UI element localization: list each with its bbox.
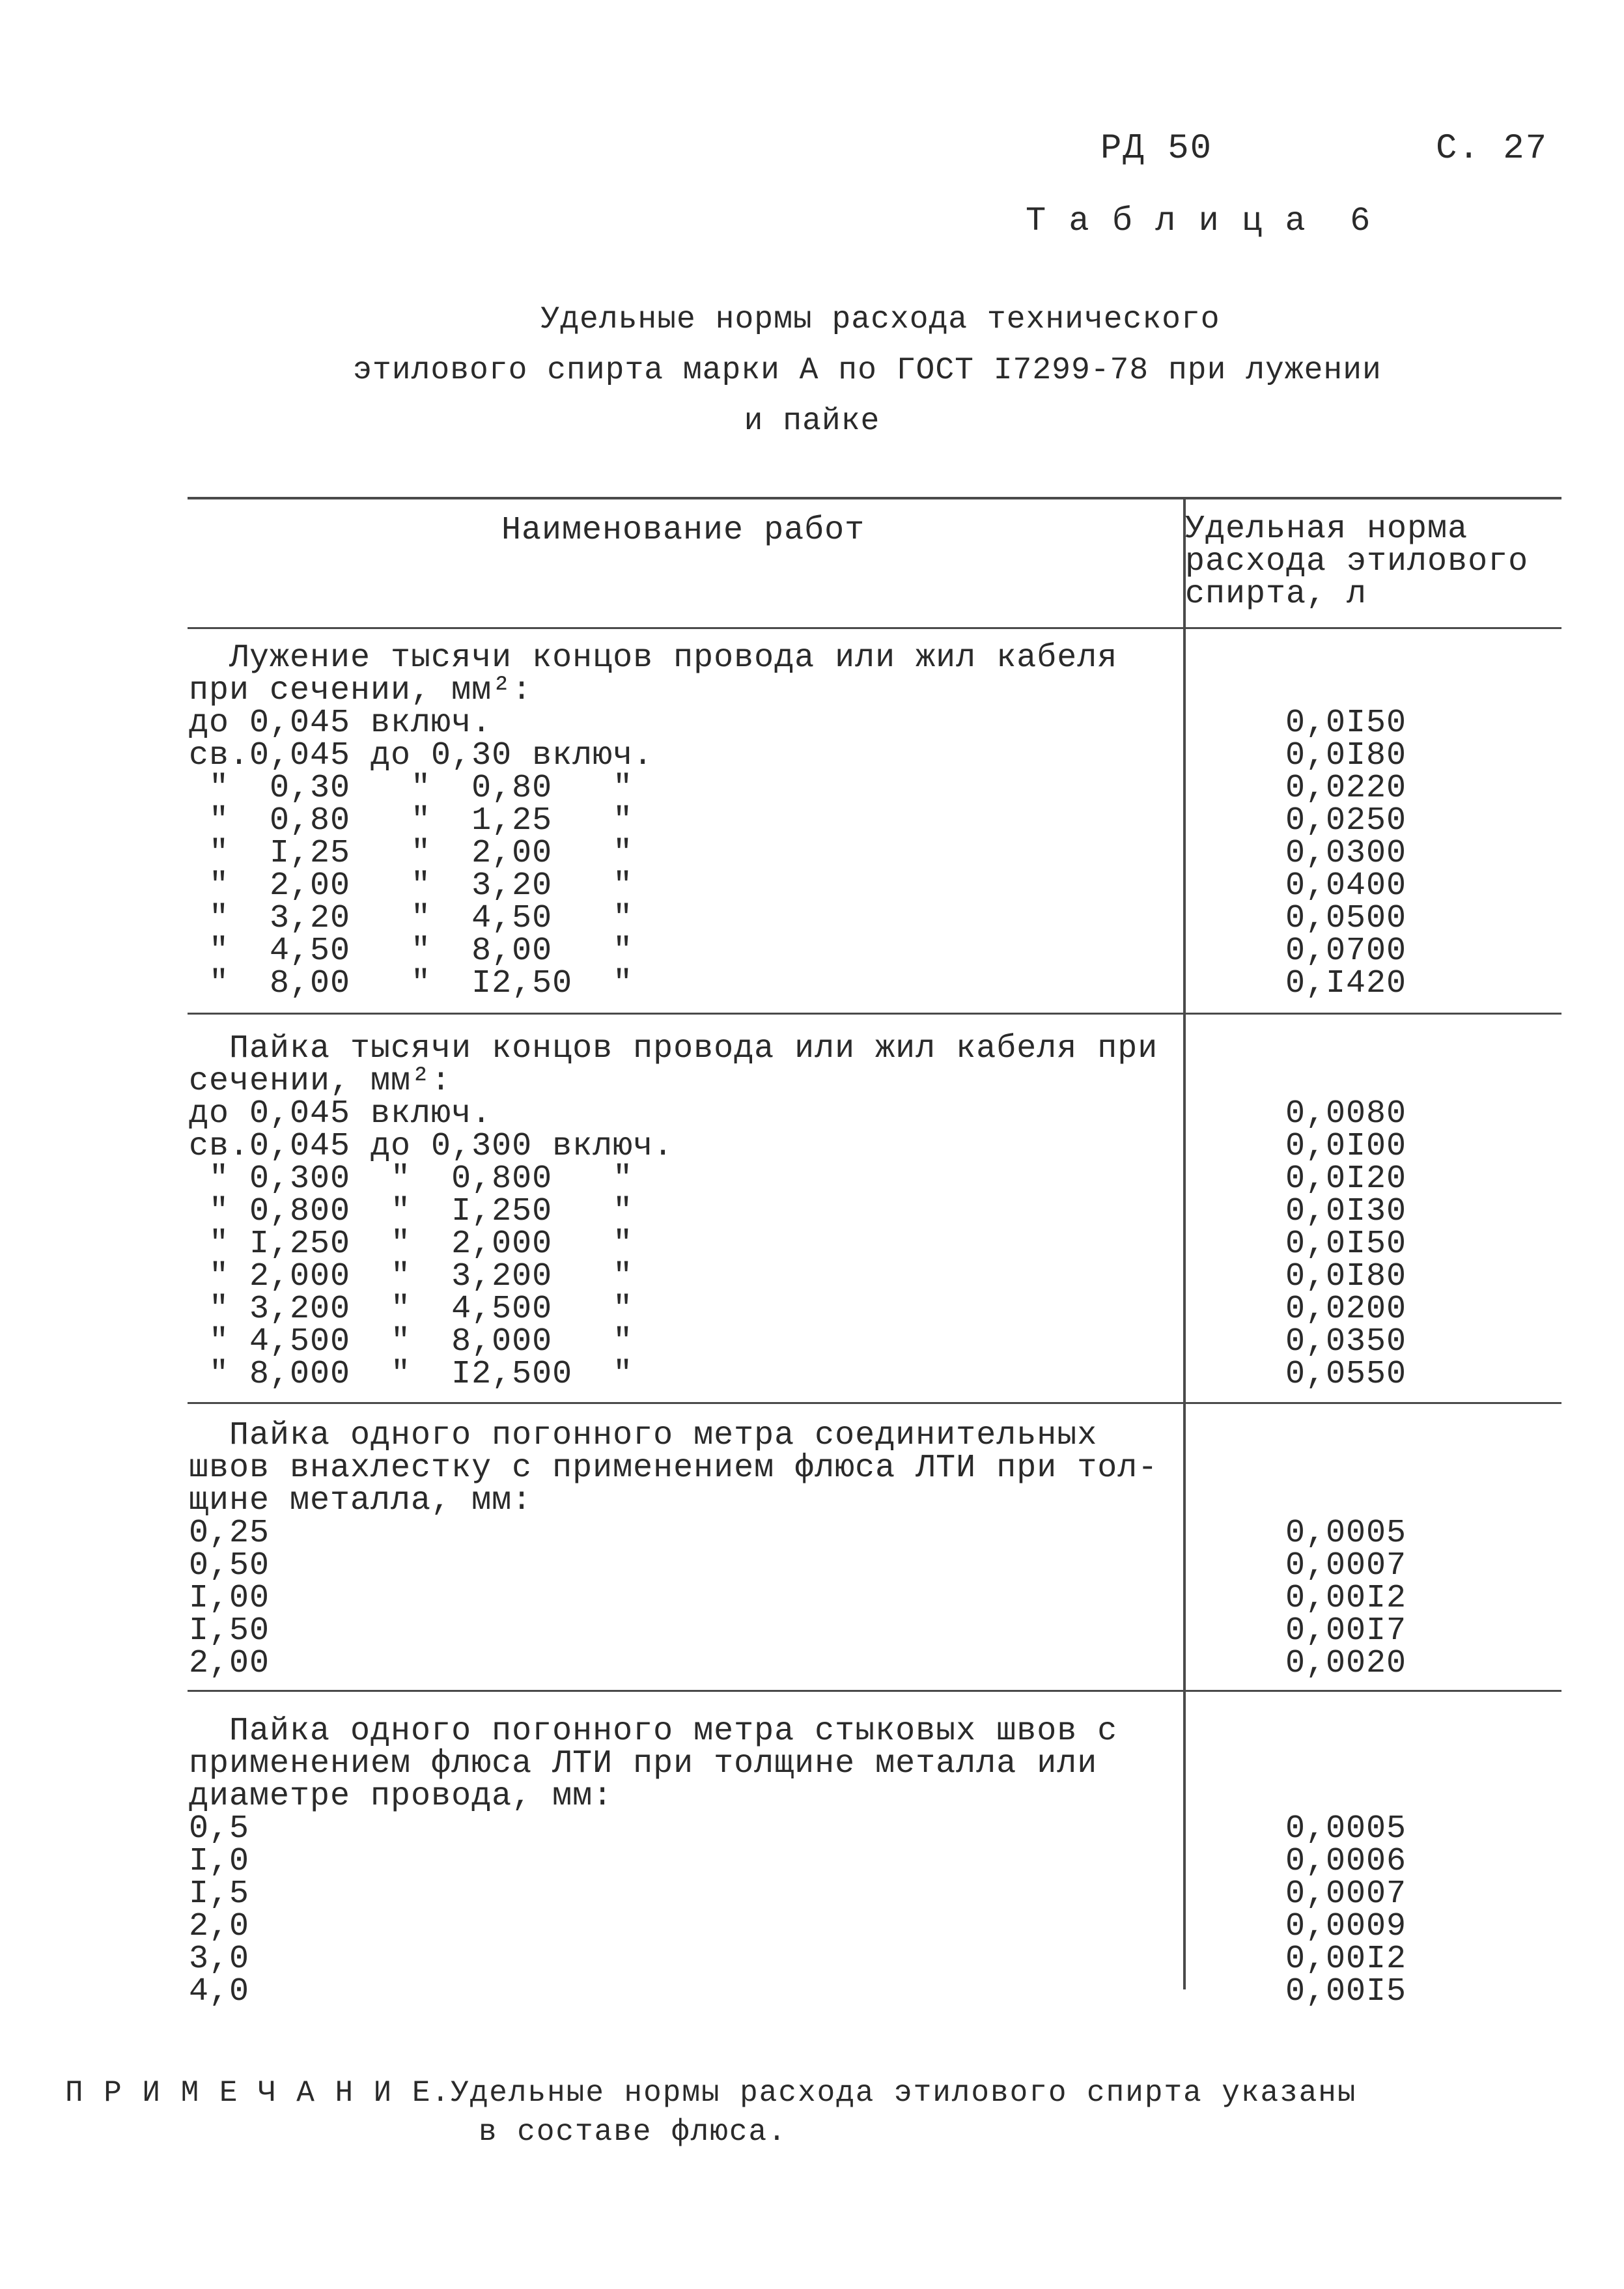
value-cell: 0,I420 — [1285, 968, 1407, 1000]
text-line: Пайка одного погонного метра стыковых швов с — [189, 1715, 1118, 1748]
text-line: " 8,00 " I2,50 " — [189, 968, 634, 1000]
text-line: I,0 — [189, 1846, 250, 1878]
text-line: до 0,045 включ. — [189, 707, 492, 740]
table-title-line-1: Удельные нормы расхода технического — [540, 302, 1220, 337]
text-line: диаметре провода, мм: — [189, 1780, 613, 1813]
value-cell — [1192, 1485, 1407, 1517]
text-line: " I,250 " 2,000 " — [189, 1228, 634, 1261]
text-line: применением флюса ЛТИ при толщине металла или — [189, 1748, 1098, 1780]
table-title-line-2: этилового спирта марки А по ГОСТ I7299-78 при лужении — [353, 353, 1382, 388]
page-number: С. 27 — [1436, 129, 1548, 169]
value-cell — [1192, 675, 1407, 707]
value-cell — [1192, 1715, 1407, 1748]
section-lap-seams-values — [1192, 1420, 1407, 1680]
value-cell: 0,0700 — [1285, 935, 1407, 968]
text-line: швов внахлестку с применением флюса ЛТИ при тол- — [189, 1452, 1158, 1485]
value-cell: 0,0I30 — [1285, 1196, 1407, 1228]
text-line: Лужение тысячи концов провода или жил кабеля — [189, 642, 1118, 675]
value-cell: 0,0007 — [1285, 1550, 1407, 1582]
text-line: " 4,50 " 8,00 " — [189, 935, 634, 968]
note-text: Удельные нормы расхода этилового спирта указаны — [451, 2076, 1357, 2110]
text-line: 4,0 — [189, 1976, 250, 2008]
text-line: при сечении, мм²: — [189, 675, 533, 707]
text-line: " 3,200 " 4,500 " — [189, 1293, 634, 1326]
value-cell — [1192, 1033, 1407, 1065]
text-line: св.0,045 до 0,30 включ. — [189, 740, 654, 772]
text-line: св.0,045 до 0,300 включ. — [189, 1130, 674, 1163]
text-line: I,5 — [189, 1878, 250, 1911]
value-cell — [1192, 1780, 1407, 1813]
text-line: 0,25 — [189, 1517, 270, 1550]
column-header-work-name: Наименование работ — [501, 512, 865, 549]
value-cell: 0,00I7 — [1285, 1615, 1407, 1648]
text-line: Пайка тысячи концов провода или жил кабеля при — [189, 1033, 1158, 1065]
value-cell — [1192, 1748, 1407, 1780]
text-line: до 0,045 включ. — [189, 1098, 492, 1130]
value-cell: 0,00I2 — [1285, 1582, 1407, 1615]
value-cell: 0,0550 — [1285, 1358, 1407, 1391]
value-cell: 0,00I5 — [1285, 1976, 1407, 2008]
value-cell: 0,0005 — [1285, 1813, 1407, 1846]
header-bottom-rule — [188, 627, 1561, 629]
text-line: " 4,500 " 8,000 " — [189, 1326, 634, 1358]
note-lead: П Р И М Е Ч А Н И Е. — [65, 2076, 451, 2110]
text-line: 2,0 — [189, 1911, 250, 1943]
section-butt-seams-description — [189, 1715, 1117, 2008]
value-cell — [1192, 1452, 1407, 1485]
value-cell: 0,0020 — [1285, 1648, 1407, 1680]
value-cell: 0,0I80 — [1285, 740, 1407, 772]
value-cell: 0,0200 — [1285, 1293, 1407, 1326]
section-divider — [188, 1690, 1561, 1692]
text-line: 2,00 — [189, 1648, 270, 1680]
value-cell: 0,0300 — [1285, 837, 1407, 870]
value-cell — [1192, 642, 1407, 675]
text-line: сечении, мм²: — [189, 1065, 452, 1098]
value-cell: 0,0220 — [1285, 772, 1407, 805]
text-line: щине металла, мм: — [189, 1485, 533, 1517]
value-cell: 0,0I80 — [1285, 1261, 1407, 1293]
section-lap-seams-description — [189, 1420, 1158, 1680]
text-line: 3,0 — [189, 1943, 250, 1976]
value-cell: 0,0500 — [1285, 903, 1407, 935]
note-line-1 — [65, 2076, 1357, 2110]
column-header-norm-line: Удельная норма — [1185, 513, 1468, 546]
text-line: " 8,000 " I2,500 " — [189, 1358, 634, 1391]
value-cell: 0,0I00 — [1285, 1130, 1407, 1163]
value-cell: 0,0006 — [1285, 1846, 1407, 1878]
section-divider — [188, 1013, 1561, 1015]
section-tinning-values — [1192, 642, 1407, 1000]
value-cell: 0,0250 — [1285, 805, 1407, 837]
value-cell — [1192, 1420, 1407, 1452]
text-line: " I,25 " 2,00 " — [189, 837, 634, 870]
value-cell: 0,0350 — [1285, 1326, 1407, 1358]
column-divider — [1183, 498, 1186, 1989]
section-soldering-ends-description — [189, 1033, 1158, 1391]
section-soldering-ends-values — [1192, 1033, 1407, 1391]
column-header-norm — [1185, 513, 1528, 611]
text-line: " 2,00 " 3,20 " — [189, 870, 634, 903]
text-line: " 0,300 " 0,800 " — [189, 1163, 634, 1196]
value-cell: 0,00I2 — [1285, 1943, 1407, 1976]
section-butt-seams-values — [1192, 1715, 1407, 2008]
column-header-norm-line: расхода этилового — [1185, 546, 1529, 578]
value-cell: 0,0005 — [1285, 1517, 1407, 1550]
value-cell: 0,0009 — [1285, 1911, 1407, 1943]
section-tinning-description — [189, 642, 1117, 1000]
text-line: " 0,30 " 0,80 " — [189, 772, 634, 805]
text-line: 0,50 — [189, 1550, 270, 1582]
note-line-2: в составе флюса. — [479, 2115, 787, 2149]
text-line: Пайка одного погонного метра соединительных — [189, 1420, 1098, 1452]
value-cell: 0,0080 — [1285, 1098, 1407, 1130]
text-line: " 0,80 " 1,25 " — [189, 805, 634, 837]
table-title-line-3: и пайке — [744, 404, 880, 439]
document-code: РД 50 — [1100, 129, 1213, 169]
table-label: Т а б л и ц а 6 — [1026, 202, 1372, 240]
table-top-rule — [188, 497, 1561, 499]
value-cell: 0,0007 — [1285, 1878, 1407, 1911]
text-line: 0,5 — [189, 1813, 250, 1846]
text-line: I,00 — [189, 1582, 270, 1615]
column-header-norm-line: спирта, л — [1185, 578, 1367, 611]
value-cell: 0,0400 — [1285, 870, 1407, 903]
value-cell — [1192, 1065, 1407, 1098]
value-cell: 0,0I20 — [1285, 1163, 1407, 1196]
text-line: I,50 — [189, 1615, 270, 1648]
text-line: " 3,20 " 4,50 " — [189, 903, 634, 935]
value-cell: 0,0I50 — [1285, 1228, 1407, 1261]
value-cell: 0,0I50 — [1285, 707, 1407, 740]
section-divider — [188, 1402, 1561, 1404]
text-line: " 2,000 " 3,200 " — [189, 1261, 634, 1293]
text-line: " 0,800 " I,250 " — [189, 1196, 634, 1228]
